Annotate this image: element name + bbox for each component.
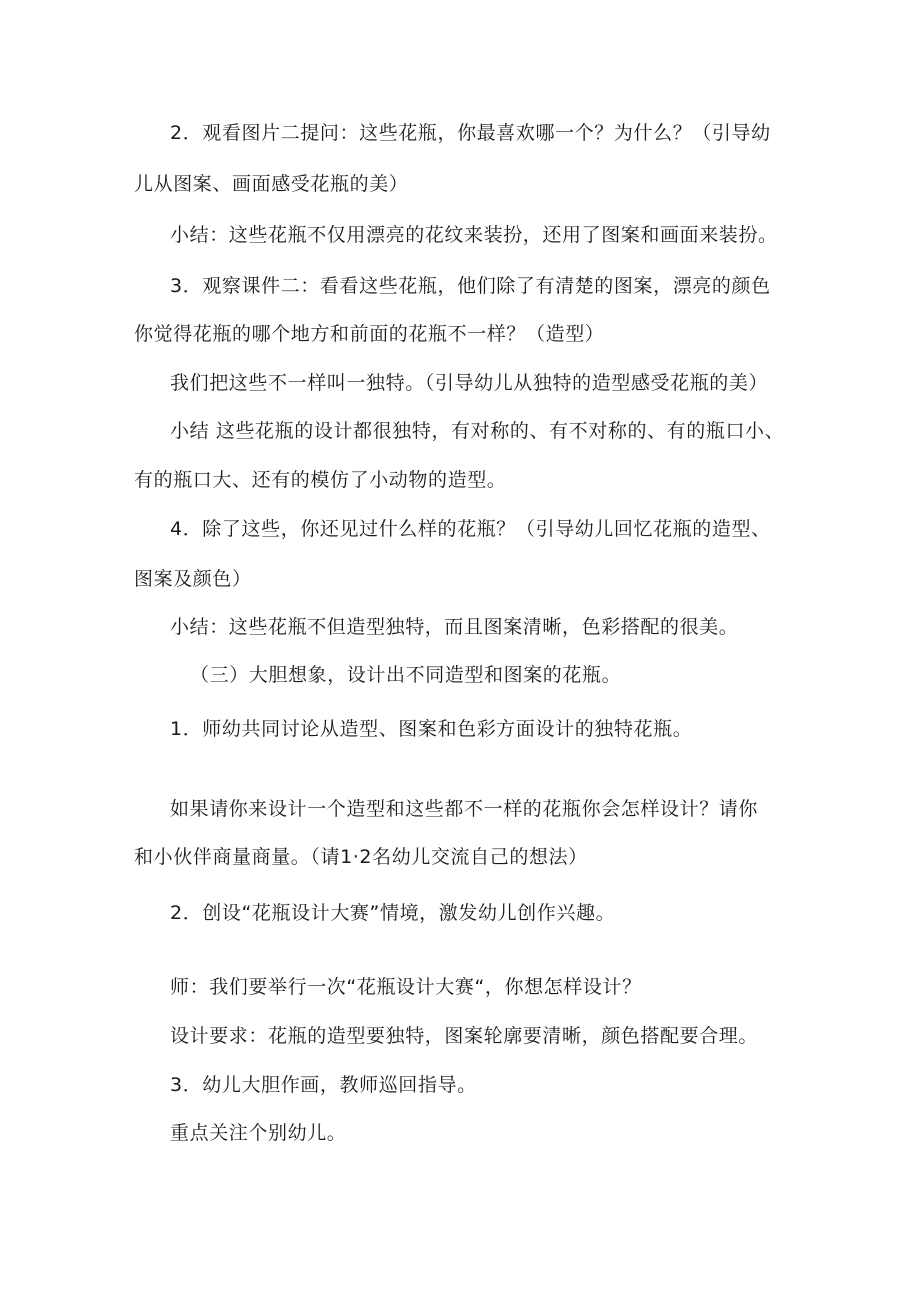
uniqueness-statement: 我们把这些不一样叫一独特。（引导幼儿从独特的造型感受花瓶的美） [170,372,769,394]
summary-1: 小结：这些花瓶不仅用漂亮的花纹来装扮，还用了图案和画面来装扮。 [170,224,778,246]
summary-2-line-1: 小结 这些花瓶的设计都很独特，有对称的、有不对称的、有的瓶口小、 [170,420,785,442]
section-3-heading: （三）大胆想象，设计出不同造型和图案的花瓶。 [190,664,622,686]
design-requirements: 设计要求：花瓶的造型要独特，图案轮廓要清晰，颜色搭配要合理。 [170,1025,759,1047]
step-3: 3．幼儿大胆作画，教师巡回指导。 [170,1074,477,1096]
design-prompt-line-2: 和小伙伴商量商量。（请1·2名幼儿交流自己的想法） [134,846,588,868]
question-3-line-2: 你觉得花瓶的哪个地方和前面的花瓶不一样？（造型） [134,323,605,345]
question-4-line-2: 图案及颜色） [134,568,252,590]
question-2-line-2: 儿从图案、画面感受花瓶的美） [134,173,409,195]
summary-3: 小结：这些花瓶不但造型独特，而且图案清晰，色彩搭配的很美。 [170,616,739,638]
summary-2-line-2: 有的瓶口大、还有的模仿了小动物的造型。 [134,469,507,491]
step-2: 2．创设“花瓶设计大赛”情境，激发幼儿创作兴趣。 [170,902,616,924]
step-1: 1．师幼共同讨论从造型、图案和色彩方面设计的独特花瓶。 [170,718,693,740]
question-4-line-1: 4．除了这些，你还见过什么样的花瓶？（引导幼儿回忆花瓶的造型、 [170,518,771,540]
focus-note: 重点关注个别幼儿。 [170,1122,347,1144]
question-3-line-1: 3．观察课件二：看看这些花瓶，他们除了有清楚的图案，漂亮的颜色 [170,275,771,297]
teacher-line: 师：我们要举行一次“花瓶设计大赛“，你想怎样设计？ [170,976,642,998]
design-prompt-line-1: 如果请你来设计一个造型和这些都不一样的花瓶你会怎样设计？请你 [170,798,759,820]
question-2-line-1: 2．观看图片二提问：这些花瓶，你最喜欢哪一个？为什么？（引导幼 [170,122,771,144]
